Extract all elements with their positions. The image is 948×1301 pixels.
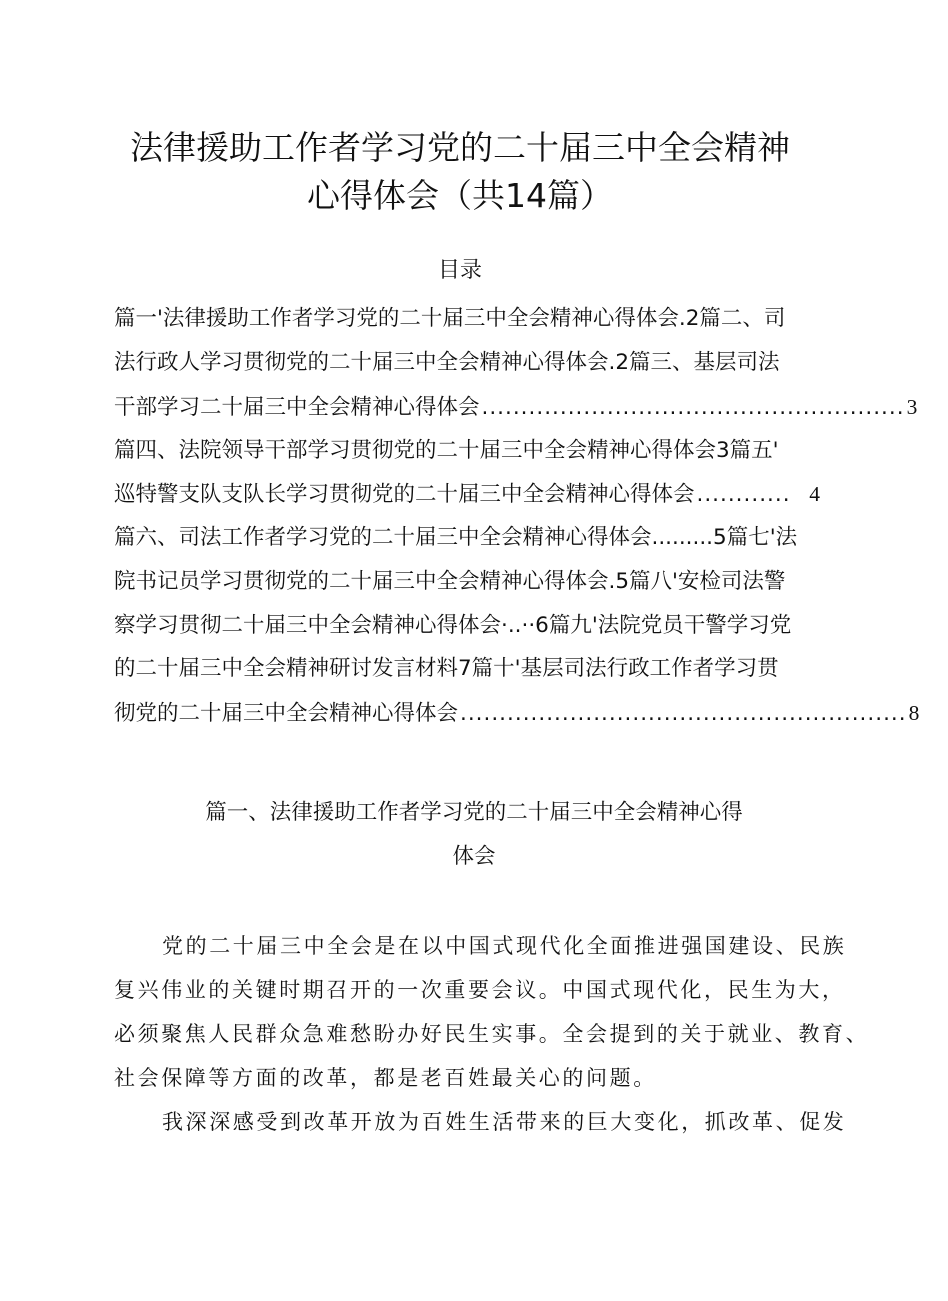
toc-line[interactable] xyxy=(114,390,918,425)
toc-line-text: 法行政人学习贯彻党的二十届三中全会精神心得体会.2篇三、基层司法 xyxy=(114,350,780,375)
section-title-line-1: 篇一、法律援助工作者学习党的二十届三中全会精神心得 xyxy=(205,800,743,825)
toc-line[interactable] xyxy=(114,477,820,512)
section-title-line-2: 体会 xyxy=(452,844,496,869)
toc-page-number: 3 xyxy=(906,395,918,419)
document-title-line-1: 法律援助工作者学习党的二十届三中全会精神 xyxy=(130,128,790,167)
toc-line[interactable] xyxy=(114,434,779,468)
body-paragraph-line: 必须聚焦人民群众急难愁盼办好民生实事。全会提到的关于就业、教育、 xyxy=(114,1022,870,1046)
toc-line-text: 彻党的二十届三中全会精神心得体会 xyxy=(114,701,459,726)
toc-line-text: 篇四、法院领导干部学习贯彻党的二十届三中全会精神心得体会3篇五' xyxy=(114,438,779,463)
toc-line[interactable] xyxy=(114,565,785,599)
toc-line[interactable] xyxy=(114,609,791,643)
toc-line-text: 巡特警支队支队长学习贯彻党的二十届三中全会精神心得体会 xyxy=(114,482,695,507)
body-paragraph-line: 我深深感受到改革开放为百姓生活带来的巨大变化，抓改革、促发 xyxy=(162,1110,847,1134)
toc-page-number: 8 xyxy=(908,701,920,725)
toc-line-text: 察学习贯彻二十届三中全会精神心得体会·..··6篇九'法院党员干警学习党 xyxy=(114,613,792,638)
toc-line-text: 干部学习二十届三中全会精神心得体会 xyxy=(114,395,480,420)
toc-line[interactable] xyxy=(114,346,780,380)
toc-line[interactable] xyxy=(114,521,797,555)
body-paragraph-line: 复兴伟业的关键时期召开的一次重要会议。中国式现代化，民生为大， xyxy=(114,978,846,1002)
toc-dot-leader: ...................................................... xyxy=(481,395,905,420)
body-paragraph-line: 党的二十届三中全会是在以中国式现代化全面推进强国建设、民族 xyxy=(162,934,847,958)
toc-page-number: 4 xyxy=(809,482,820,506)
toc-dot-leader: ............ xyxy=(696,482,791,507)
toc-dot-leader: ......................................................... xyxy=(460,701,907,726)
toc-line-text: 篇六、司法工作者学习党的二十届三中全会精神心得体会.........5篇七'法 xyxy=(114,525,798,550)
toc-line[interactable] xyxy=(114,652,779,686)
toc-line[interactable] xyxy=(114,696,920,731)
body-paragraph-line: 社会保障等方面的改革，都是老百姓最关心的问题。 xyxy=(114,1066,657,1090)
toc-line-text: 的二十届三中全会精神研讨发言材料7篇十'基层司法行政工作者学习贯 xyxy=(114,656,779,681)
toc-line-text: 篇一'法律援助工作者学习党的二十届三中全会精神心得体会.2篇二、司 xyxy=(114,306,786,331)
toc-line[interactable] xyxy=(114,302,785,336)
document-title-line-2: 心得体会（共14篇） xyxy=(307,176,613,215)
toc-heading: 目录 xyxy=(437,258,482,283)
toc-line-text: 院书记员学习贯彻党的二十届三中全会精神心得体会.5篇八'安检司法警 xyxy=(114,569,786,594)
